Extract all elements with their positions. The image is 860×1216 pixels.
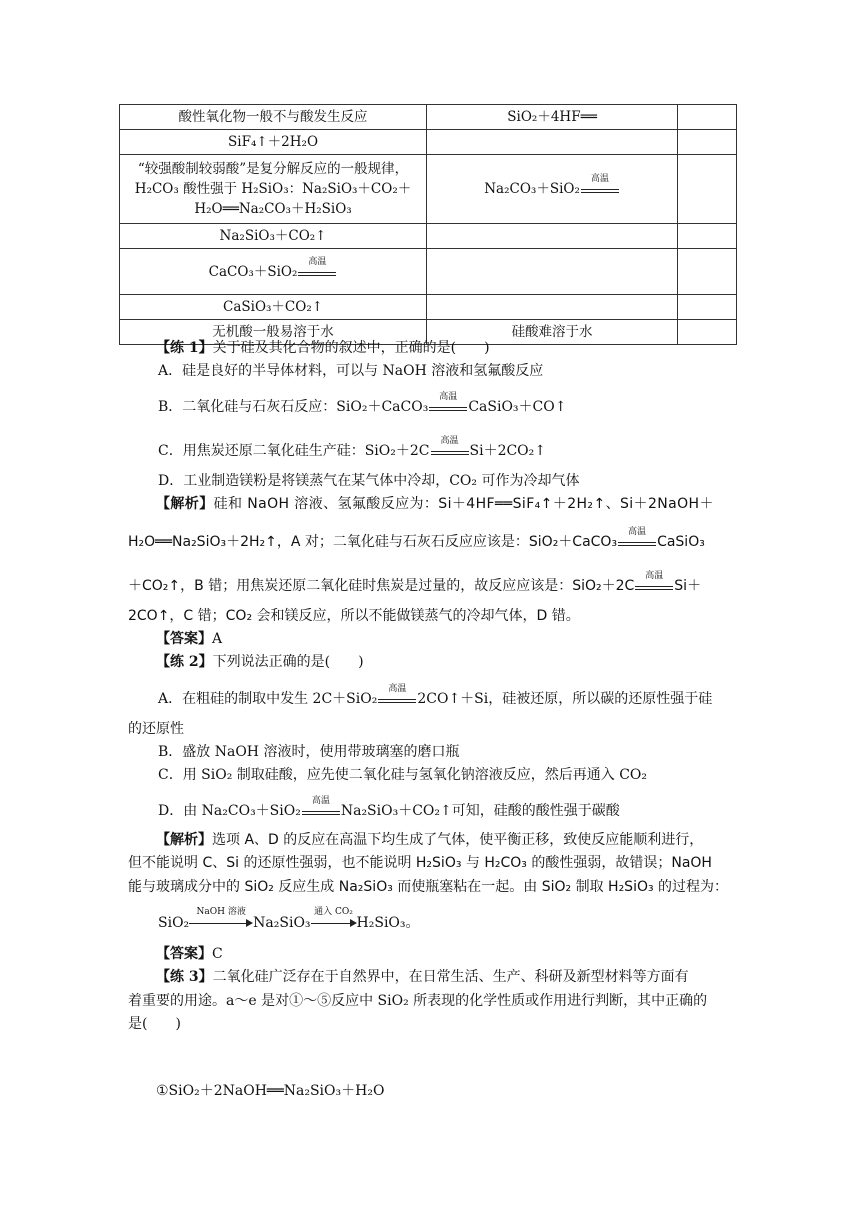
table-cell: 无机酸一般易溶于水 [120,320,427,345]
arrow-condition: 通入 CO₂ [314,907,353,917]
analysis-line: 2CO↑，C 错；CO₂ 会和镁反应，所以不能做镁蒸气的冷却气体，D 错。 [128,608,580,624]
option-d [158,796,768,822]
table-row [120,249,737,295]
high-temp-sign [431,436,469,458]
reaction-arrow [189,907,253,929]
table-cell [678,249,737,295]
question-tag: 【练 1】 [156,340,213,356]
table-cell [427,130,678,155]
table-cell [427,249,678,295]
answer-tag: 【答案】 [156,946,212,962]
option-text: A．在粗硅的制取中发生 2C＋SiO₂ [158,691,378,707]
option-text: C．用焦炭还原二氧化硅生产硅：SiO₂＋2C [158,443,430,459]
table-cell [678,224,737,249]
option-text: Na₂SiO₃＋CO₂↑可知，硅酸的酸性强于碳酸 [340,803,620,819]
analysis-text: Si＋ [674,578,702,594]
table-row [120,105,737,130]
option-a-continued: 的还原性 [128,721,184,737]
condition-label: 高温 [308,256,327,267]
analysis-text: 选项 A、D 的反应在高温下均生成了气体，使平衡正移，致使反应能顺利进行， [212,832,704,848]
condition-label: 高温 [645,571,664,581]
table-row [120,295,737,320]
question-stem [156,337,766,359]
high-temp-sign [302,796,340,818]
analysis-tag: 【解析】 [156,496,214,512]
table-cell: “较强酸制较弱酸”是复分解反应的一般规律，H₂CO₃ 酸性强于 H₂SiO₃：Na₂SiO₃＋CO₂＋H₂O══Na₂CO₃＋H₂SiO₃ [120,155,427,224]
question-text-line: 是( ) [128,1016,181,1032]
question-stem [156,651,766,673]
analysis-line [156,829,766,851]
table-cell [678,130,737,155]
option-b [158,392,768,418]
high-temp-sign [429,392,467,414]
high-temp-sign [378,684,416,706]
reaction-line: ①SiO₂＋2NaOH══Na₂SiO₃＋H₂O [156,1083,385,1099]
option-text: CaSiO₃＋CO↑ [468,399,567,415]
option-text: Si＋2CO₂↑ [469,443,547,459]
question-text: 下列说法正确的是( ) [212,654,364,670]
analysis-text: H₂O══Na₂SiO₃＋2H₂↑，A 对；二氧化硅与石灰石反应应该是：SiO₂＋CaCO₃ [128,534,618,550]
question-tag: 【练 3】 [156,969,213,985]
condition-label: 高温 [440,436,459,446]
analysis-line [128,527,738,553]
table-row [120,130,737,155]
table-cell: 硅酸难溶于水 [427,320,678,345]
table-cell [678,155,737,224]
option-a [158,684,768,710]
option-a: A．硅是良好的半导体材料，可以与 NaOH 溶液和氢氟酸反应 [158,363,544,379]
process-text: SiO₂ [158,915,190,931]
condition-label: 高温 [311,796,330,806]
table-cell: Na₂SiO₃＋CO₂↑ [120,224,427,249]
option-text: D．由 Na₂CO₃＋SiO₂ [158,803,301,819]
option-c: C．用 SiO₂ 制取硅酸，应先使二氧化硅与氢氧化钠溶液反应，然后再通入 CO₂ [158,767,648,783]
analysis-line [156,493,766,515]
answer-value: C [212,946,223,962]
table-row [120,224,737,249]
arrow-condition: NaOH 溶液 [196,907,246,917]
high-temp-sign [618,527,656,549]
analysis-tag: 【解析】 [156,832,212,848]
table-cell [678,105,737,130]
table-cell [427,224,678,249]
answer-line [156,628,766,650]
option-d: D．工业制造镁粉是将镁蒸气在某气体中冷却，CO₂ 可作为冷却气体 [158,473,580,489]
high-temp-sign [581,174,619,196]
question-text: 关于硅及其化合物的叙述中，正确的是( ) [212,340,490,356]
condition-label: 高温 [388,684,407,694]
option-text: 2CO↑＋Si，硅被还原，所以碳的还原性强于硅 [417,691,713,707]
question-text-line: 着重要的用途。a～e 是对①～⑤反应中 SiO₂ 所表现的化学性质或作用进行判断，其中正确的 [128,993,708,1009]
answer-tag: 【答案】 [156,631,212,647]
table-cell: SiF₄↑＋2H₂O [120,130,427,155]
process-line [158,907,768,934]
option-c [158,436,768,462]
analysis-line: 能与玻璃成分中的 SiO₂ 反应生成 Na₂SiO₃ 而使瓶塞粘在一起。由 SiO₂ 制取 H₂SiO₃ 的过程为： [128,879,729,895]
analysis-line: 但不能说明 C、Si 的还原性强弱，也不能说明 H₂SiO₃ 与 H₂CO₃ 的酸性强弱，故错误；NaOH [128,855,712,871]
table-cell: SiO₂＋4HF══ [427,105,678,130]
answer-line [156,943,766,965]
question-tag: 【练 2】 [156,654,213,670]
high-temp-sign [635,571,673,593]
process-text: H₂SiO₃。 [356,915,420,931]
reaction-text: Na₂CO₃＋SiO₂ [484,181,580,197]
condition-label: 高温 [590,174,609,184]
option-text: B．二氧化硅与石灰石反应：SiO₂＋CaCO₃ [158,399,429,415]
table-cell [120,249,427,295]
analysis-text: ＋CO₂↑，B 错；用焦炭还原二氧化硅时焦炭是过量的，故反应应该是：SiO₂＋2C [128,578,635,594]
analysis-line [128,571,738,597]
condition-label: 高温 [439,392,458,402]
table-cell: CaSiO₃＋CO₂↑ [120,295,427,320]
comparison-table [119,104,737,345]
table-row [120,155,737,224]
reaction-text: CaCO₃＋SiO₂ [208,263,298,280]
condition-label: 高温 [628,527,647,537]
question-text: 二氧化硅广泛存在于自然界中，在日常生活、生产、科研及新型材料等方面有 [212,969,689,985]
analysis-text: CaSiO₃ [657,534,705,550]
option-b: B．盛放 NaOH 溶液时，使用带玻璃塞的磨口瓶 [158,744,460,760]
table-cell: 酸性氧化物一般不与酸发生反应 [120,105,427,130]
process-text: Na₂SiO₃ [253,915,311,931]
question-stem [156,966,766,988]
reaction-arrow [311,907,357,929]
table-cell [678,295,737,320]
analysis-text: 硅和 NaOH 溶液、氢氟酸反应为：Si＋4HF══SiF₄↑＋2H₂↑、Si＋2NaOH＋ [213,496,714,512]
answer-value: A [212,631,223,647]
high-temp-sign [298,256,336,279]
table-cell [427,155,678,224]
table-cell [427,295,678,320]
